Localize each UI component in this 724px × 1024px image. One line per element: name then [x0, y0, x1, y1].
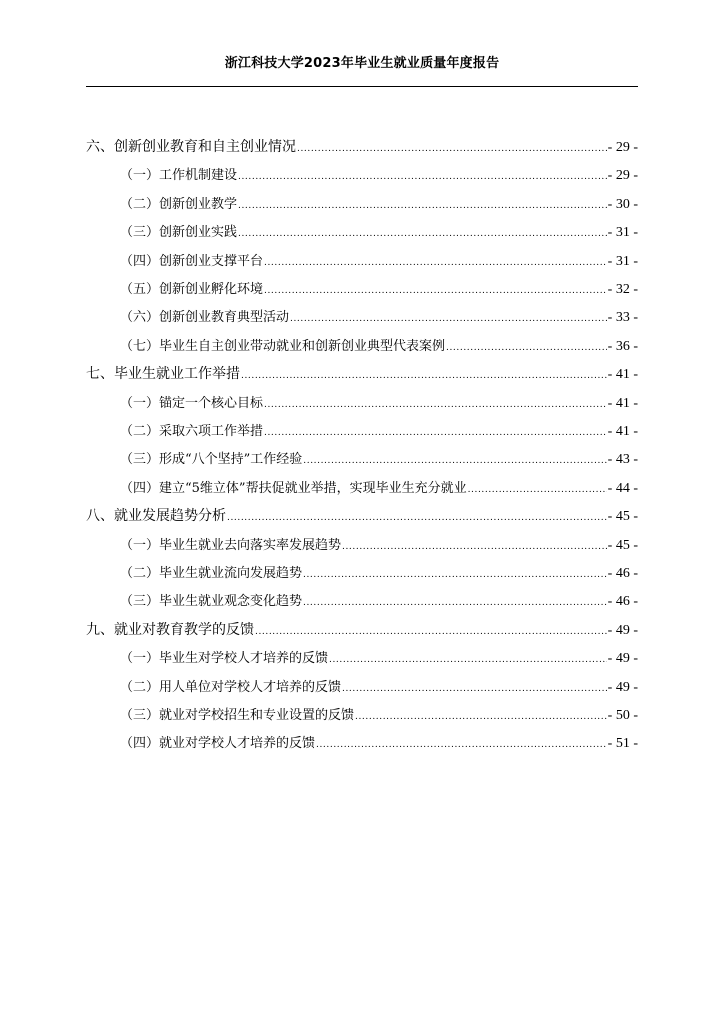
- toc-entry-label: （三）形成“八个坚持”工作经验: [120, 452, 303, 468]
- toc-entry-label: （四）创新创业支撑平台: [120, 253, 264, 269]
- toc-page-number: - 50 -: [607, 708, 638, 723]
- toc-entry-label: （五）创新创业孵化环境: [120, 282, 264, 297]
- toc-section-entry[interactable]: [120, 732, 638, 752]
- toc-leader-dots: [355, 712, 607, 722]
- toc-page-number: - 43 -: [607, 452, 638, 468]
- toc-leader-dots: [255, 627, 607, 637]
- toc-leader-dots: [468, 485, 607, 495]
- toc-section-entry[interactable]: [120, 704, 638, 724]
- toc-page-number: - 44 -: [607, 480, 638, 496]
- toc-section-entry[interactable]: [120, 477, 638, 497]
- toc-section-entry[interactable]: [120, 448, 638, 468]
- toc-section-entry[interactable]: [120, 306, 638, 326]
- toc-chapter-entry[interactable]: [86, 363, 638, 383]
- toc-leader-dots: [238, 201, 607, 211]
- toc-page-number: - 45 -: [607, 509, 638, 525]
- toc-page-number: - 29 -: [607, 140, 638, 155]
- toc-page-number: - 29 -: [607, 168, 638, 184]
- toc-section-entry[interactable]: [120, 562, 638, 582]
- toc-section-entry[interactable]: [120, 221, 638, 241]
- toc-page-number: - 46 -: [607, 566, 638, 581]
- toc-page-number: - 33 -: [607, 310, 638, 326]
- toc-leader-dots: [342, 542, 607, 552]
- toc-page-number: - 46 -: [607, 594, 638, 610]
- toc-page-number: - 49 -: [607, 622, 638, 638]
- toc-leader-dots: [316, 740, 607, 750]
- toc-page-number: - 41 -: [607, 395, 638, 411]
- toc-entry-label: （二）创新创业教学: [120, 196, 238, 212]
- toc-section-entry[interactable]: [120, 392, 638, 412]
- toc-section-entry[interactable]: [120, 250, 638, 270]
- toc-page-number: - 30 -: [607, 196, 638, 212]
- toc-chapter-entry[interactable]: [86, 136, 638, 156]
- toc-leader-dots: [238, 172, 607, 182]
- toc-leader-dots: [264, 258, 607, 268]
- page-header-title: 浙江科技大学2023年毕业生就业质量年度报告: [224, 56, 500, 71]
- toc-entry-label: （一）锚定一个核心目标: [120, 395, 264, 411]
- toc-leader-dots: [241, 371, 607, 381]
- toc-section-entry[interactable]: [120, 420, 638, 440]
- toc-section-entry[interactable]: [120, 590, 638, 610]
- toc-page-number: - 45 -: [607, 537, 638, 553]
- toc-page-number: - 49 -: [607, 679, 638, 695]
- toc-entry-label: （四）建立“5维立体”帮扶促就业举措，实现毕业生充分就业: [120, 480, 467, 496]
- toc-leader-dots: [297, 144, 607, 154]
- toc-leader-dots: [303, 598, 607, 608]
- toc-leader-dots: [290, 314, 607, 324]
- toc-entry-label: （三）创新创业实践: [120, 225, 238, 241]
- toc-section-entry[interactable]: [120, 164, 638, 184]
- toc-entry-label: （一）工作机制建设: [120, 168, 238, 184]
- toc-page-number: - 41 -: [607, 367, 638, 383]
- toc-entry-label: （一）毕业生对学校人才培养的反馈: [120, 651, 329, 667]
- toc-leader-dots: [227, 513, 607, 523]
- toc-entry-label: 六、创新创业教育和自主创业情况: [86, 139, 296, 155]
- toc-section-entry[interactable]: [120, 193, 638, 213]
- toc-entry-label: （三）毕业生就业观念变化趋势: [120, 594, 303, 610]
- toc-entry-label: （四）就业对学校人才培养的反馈: [120, 736, 316, 752]
- toc-page-number: - 41 -: [607, 424, 638, 439]
- toc-leader-dots: [264, 400, 607, 410]
- toc-page-number: - 31 -: [607, 225, 638, 241]
- toc-page-number: - 31 -: [607, 253, 638, 269]
- header-rule: [86, 86, 638, 87]
- toc-leader-dots: [238, 229, 607, 239]
- toc-section-entry[interactable]: [120, 676, 638, 696]
- toc-entry-label: （二）采取六项工作举措: [120, 424, 264, 439]
- toc-page-number: - 49 -: [607, 651, 638, 667]
- toc-leader-dots: [303, 570, 607, 580]
- toc-entry-label: 七、毕业生就业工作举措: [86, 366, 240, 383]
- toc-leader-dots: [446, 343, 607, 353]
- toc-leader-dots: [303, 456, 606, 466]
- toc-leader-dots: [264, 286, 607, 296]
- toc-page-number: - 32 -: [607, 282, 638, 297]
- toc-page-number: - 36 -: [607, 338, 638, 354]
- toc-page-number: - 51 -: [607, 736, 638, 752]
- toc-section-entry[interactable]: [120, 278, 638, 298]
- toc-section-entry[interactable]: [120, 534, 638, 554]
- toc-chapter-entry[interactable]: [86, 619, 638, 639]
- toc-entry-label: （三）就业对学校招生和专业设置的反馈: [120, 708, 355, 723]
- toc-entry-label: 九、就业对教育教学的反馈: [86, 621, 254, 638]
- toc-entry-label: （一）毕业生就业去向落实率发展趋势: [120, 537, 342, 553]
- toc-chapter-entry[interactable]: [86, 505, 638, 525]
- toc-entry-label: （二）毕业生就业流向发展趋势: [120, 566, 303, 581]
- toc-entry-label: （七）毕业生自主创业带动就业和创新创业典型代表案例: [120, 338, 446, 354]
- toc-entry-label: （六）创新创业教育典型活动: [120, 310, 290, 326]
- toc-section-entry[interactable]: [120, 335, 638, 355]
- toc-leader-dots: [329, 655, 607, 665]
- toc-entry-label: （二）用人单位对学校人才培养的反馈: [120, 679, 342, 695]
- toc-leader-dots: [264, 428, 607, 438]
- toc-leader-dots: [342, 684, 607, 694]
- toc-section-entry[interactable]: [120, 647, 638, 667]
- toc-entry-label: 八、就业发展趋势分析: [86, 508, 226, 525]
